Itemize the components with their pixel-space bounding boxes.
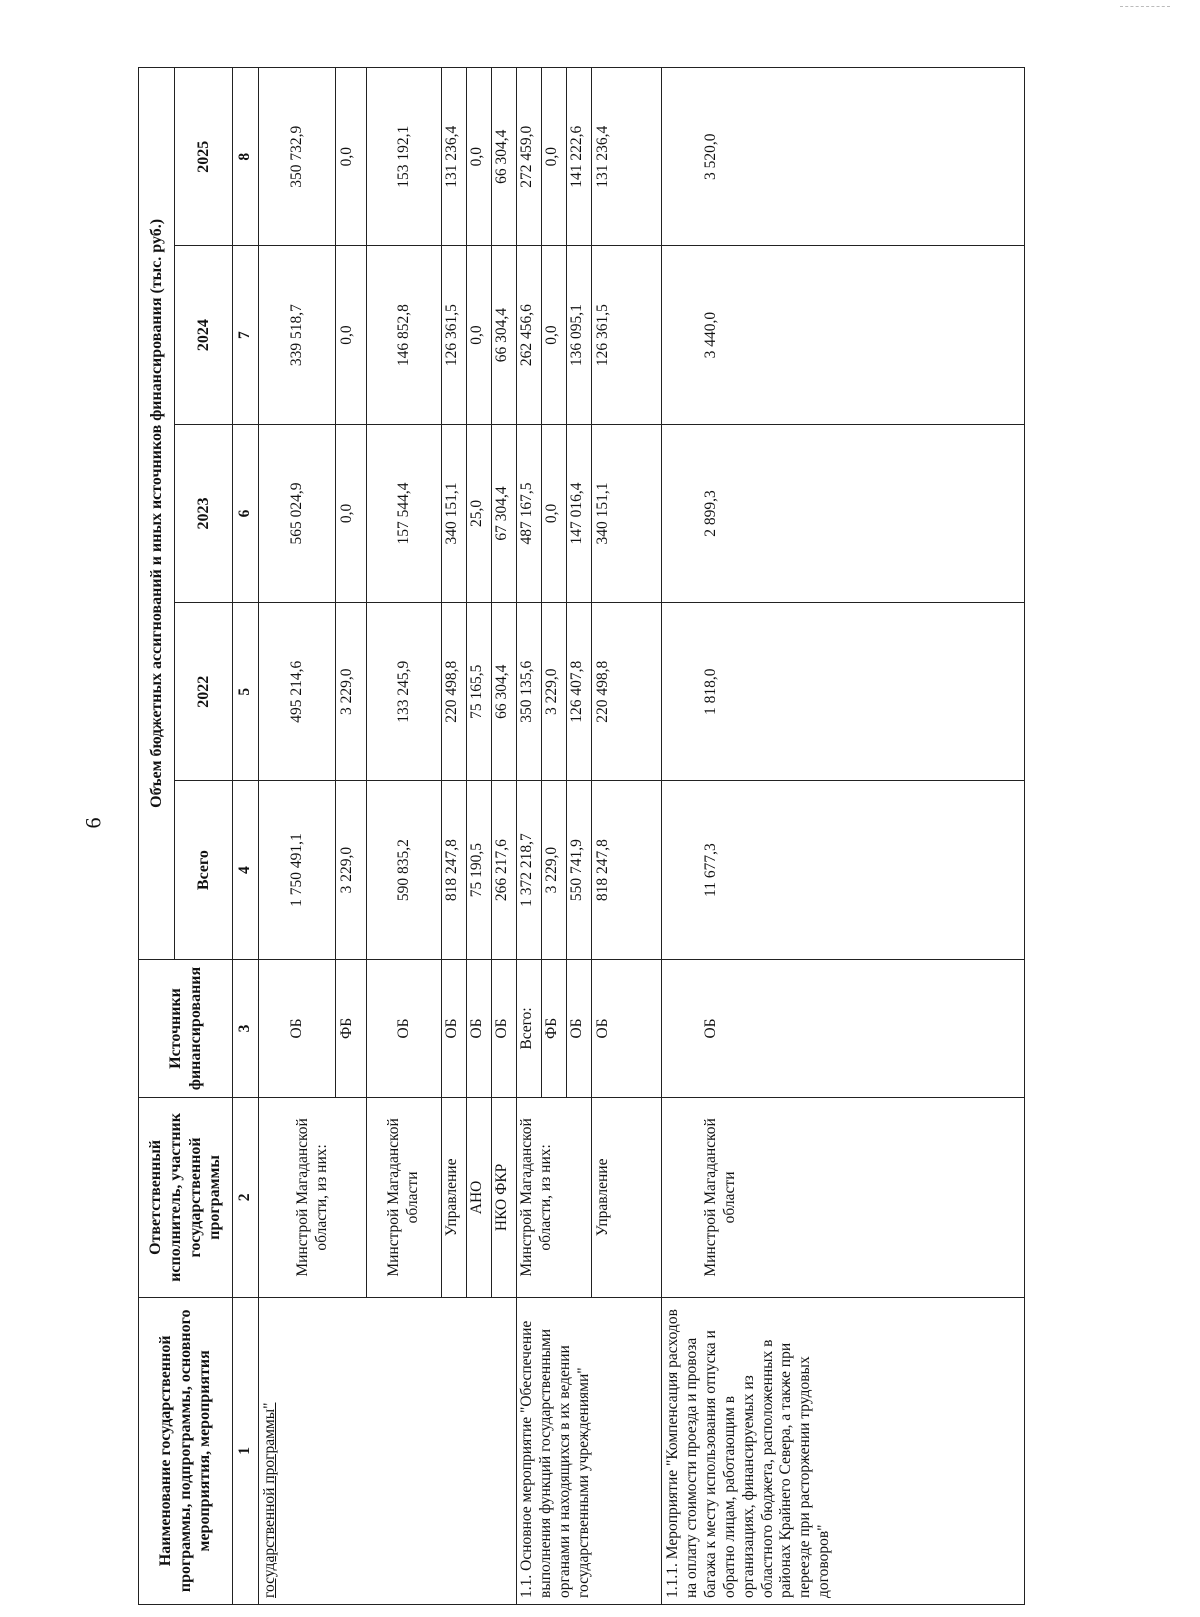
value-2022: 126 407,8 bbox=[567, 603, 592, 781]
value-total: 11 677,3 bbox=[662, 781, 1025, 959]
value-total: 266 217,6 bbox=[492, 781, 517, 959]
header-source: Источники финансирования bbox=[139, 959, 233, 1097]
executor-cell: Минстрой Магаданской области, из них: bbox=[259, 1098, 367, 1297]
value-total: 1 750 491,1 bbox=[259, 781, 336, 959]
activity-name: 1.1.1. Мероприятие "Компенсация расходов на оплату стоимости проезда и провоза багажа к месту использования отпуска и обратно лицам, работающим в организациях, финансируемых из областного бюджета, расположенных в районах Крайнего Севера, а также при переезде при расторжении трудовых договоров" bbox=[662, 1297, 1025, 1604]
value-2023: 67 304,4 bbox=[492, 424, 517, 602]
value-2022: 133 245,9 bbox=[367, 603, 442, 781]
source-cell: Всего: bbox=[517, 959, 542, 1097]
value-2022: 350 135,6 bbox=[517, 603, 542, 781]
page-number: 6 bbox=[80, 817, 106, 829]
column-number: 6 bbox=[233, 424, 259, 602]
executor-cell: Управление bbox=[592, 1098, 662, 1297]
value-total: 1 372 218,7 bbox=[517, 781, 542, 959]
value-2025: 3 520,0 bbox=[662, 68, 1025, 246]
executor-cell: Управление bbox=[442, 1098, 467, 1297]
value-2025: 131 236,4 bbox=[442, 68, 467, 246]
column-number: 1 bbox=[233, 1297, 259, 1604]
value-2023: 340 151,1 bbox=[592, 424, 662, 602]
value-2024: 146 852,8 bbox=[367, 246, 442, 424]
value-2022: 1 818,0 bbox=[662, 603, 1025, 781]
value-2025: 0,0 bbox=[336, 68, 367, 246]
source-cell: ФБ bbox=[336, 959, 367, 1097]
value-total: 818 247,8 bbox=[592, 781, 662, 959]
value-2022: 220 498,8 bbox=[592, 603, 662, 781]
value-total: 75 190,5 bbox=[467, 781, 492, 959]
header-2024: 2024 bbox=[175, 246, 233, 424]
executor-cell: Минстрой Магаданской области bbox=[662, 1098, 1025, 1297]
value-2022: 220 498,8 bbox=[442, 603, 467, 781]
value-2024: 126 361,5 bbox=[592, 246, 662, 424]
value-2025: 153 192,1 bbox=[367, 68, 442, 246]
scan-mark bbox=[1120, 6, 1170, 7]
column-number: 8 bbox=[233, 68, 259, 246]
value-2023: 157 544,4 bbox=[367, 424, 442, 602]
header-2022: 2022 bbox=[175, 603, 233, 781]
header-2025: 2025 bbox=[175, 68, 233, 246]
value-2023: 0,0 bbox=[542, 424, 567, 602]
executor-cell: Минстрой Магаданской области bbox=[367, 1098, 442, 1297]
header-2023: 2023 bbox=[175, 424, 233, 602]
value-total: 3 229,0 bbox=[542, 781, 567, 959]
value-2024: 66 304,4 bbox=[492, 246, 517, 424]
value-2023: 147 016,4 bbox=[567, 424, 592, 602]
source-cell: ОБ bbox=[367, 959, 442, 1097]
source-cell: ОБ bbox=[442, 959, 467, 1097]
financing-table bbox=[138, 67, 1025, 1605]
value-2022: 495 214,6 bbox=[259, 603, 336, 781]
value-2025: 350 732,9 bbox=[259, 68, 336, 246]
value-2024: 262 456,6 bbox=[517, 246, 542, 424]
value-2024: 0,0 bbox=[467, 246, 492, 424]
table-row bbox=[662, 68, 1025, 1605]
column-number: 2 bbox=[233, 1098, 259, 1297]
executor-cell: Минстрой Магаданской области, из них: bbox=[517, 1098, 592, 1297]
rotated-page bbox=[138, 67, 1025, 1605]
value-2023: 487 167,5 bbox=[517, 424, 542, 602]
executor-cell: НКО ФКР bbox=[492, 1098, 517, 1297]
value-2024: 126 361,5 bbox=[442, 246, 467, 424]
source-cell: ОБ bbox=[567, 959, 592, 1097]
value-2022: 66 304,4 bbox=[492, 603, 517, 781]
column-number: 5 bbox=[233, 603, 259, 781]
value-2024: 0,0 bbox=[336, 246, 367, 424]
column-number: 3 bbox=[233, 959, 259, 1097]
value-2022: 3 229,0 bbox=[542, 603, 567, 781]
source-cell: ОБ bbox=[592, 959, 662, 1097]
value-2023: 2 899,3 bbox=[662, 424, 1025, 602]
executor-cell: АНО bbox=[467, 1098, 492, 1297]
value-2023: 340 151,1 bbox=[442, 424, 467, 602]
value-2023: 25,0 bbox=[467, 424, 492, 602]
value-2025: 131 236,4 bbox=[592, 68, 662, 246]
value-2023: 0,0 bbox=[336, 424, 367, 602]
header-name: Наименование государственной программы, подпрограммы, основного мероприятия, мероприятия bbox=[139, 1297, 233, 1604]
value-total: 550 741,9 bbox=[567, 781, 592, 959]
value-total: 818 247,8 bbox=[442, 781, 467, 959]
value-2024: 0,0 bbox=[542, 246, 567, 424]
source-cell: ФБ bbox=[542, 959, 567, 1097]
source-cell: ОБ bbox=[492, 959, 517, 1097]
header-volume: Объем бюджетных ассигнований и иных источников финансирования (тыс. руб.) bbox=[139, 68, 175, 960]
value-2025: 272 459,0 bbox=[517, 68, 542, 246]
value-total: 3 229,0 bbox=[336, 781, 367, 959]
value-2024: 136 095,1 bbox=[567, 246, 592, 424]
value-2024: 339 518,7 bbox=[259, 246, 336, 424]
source-cell: ОБ bbox=[662, 959, 1025, 1097]
value-2022: 75 165,5 bbox=[467, 603, 492, 781]
header-executor: Ответственный исполнитель, участник государственной программы bbox=[139, 1098, 233, 1297]
value-2025: 66 304,4 bbox=[492, 68, 517, 246]
activity-name: 1.1. Основное мероприятие "Обеспечение выполнения функций государственными органами и находящихся в их ведении государственными учреждениями" bbox=[517, 1297, 662, 1604]
column-number: 4 bbox=[233, 781, 259, 959]
header-total: Всего bbox=[175, 781, 233, 959]
column-number: 7 bbox=[233, 246, 259, 424]
table-row bbox=[259, 68, 336, 1605]
value-2025: 141 222,6 bbox=[567, 68, 592, 246]
value-total: 590 835,2 bbox=[367, 781, 442, 959]
value-2022: 3 229,0 bbox=[336, 603, 367, 781]
table-row bbox=[517, 68, 542, 1605]
source-cell: ОБ bbox=[259, 959, 336, 1097]
program-name: государственной программы" bbox=[261, 1402, 278, 1598]
source-cell: ОБ bbox=[467, 959, 492, 1097]
value-2024: 3 440,0 bbox=[662, 246, 1025, 424]
value-2025: 0,0 bbox=[467, 68, 492, 246]
value-2025: 0,0 bbox=[542, 68, 567, 246]
value-2023: 565 024,9 bbox=[259, 424, 336, 602]
